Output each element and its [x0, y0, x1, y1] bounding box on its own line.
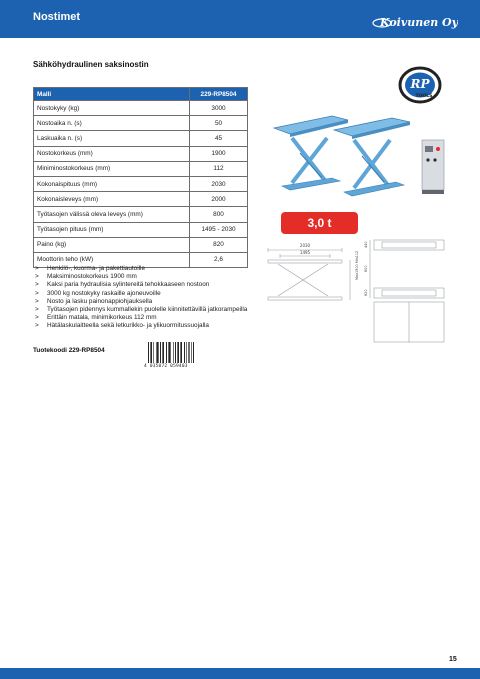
spec-value: 1495 - 2030 [190, 222, 248, 237]
spec-value: 50 [190, 116, 248, 131]
list-item [35, 290, 265, 298]
feature-text: Hätälaskulaitteella sekä letkurikko- ja ylikuormitussuojalla [47, 322, 209, 330]
dim-platform-length: 1495 [299, 250, 311, 255]
table-row [34, 237, 248, 252]
spec-table [33, 87, 248, 268]
spec-value: 820 [190, 237, 248, 252]
feature-text: Kaksi paria hydraulisia sylintereitä tehokkaaseen nostoon [47, 281, 210, 289]
barcode-bar [184, 342, 185, 363]
barcode-bar [160, 342, 161, 363]
barcode-bar [158, 342, 159, 363]
spec-label: Nostoaika n. (s) [34, 116, 190, 131]
barcode-bar [188, 342, 189, 363]
capacity-badge: 3,0 t [281, 212, 358, 234]
spec-label: Kokonaispituus (mm) [34, 176, 190, 191]
spec-value: 2,6 [190, 252, 248, 267]
page-header [0, 0, 480, 38]
dim-overall-length: 2030 [299, 243, 311, 248]
control-unit-illustration [422, 140, 444, 194]
bullet-marker: > [35, 297, 39, 305]
spec-label: Miniminostokorkeus (mm) [34, 161, 190, 176]
feature-text: 3000 kg nostokyky raskaille ajoneuvoille [47, 289, 161, 297]
list-item [35, 298, 265, 306]
spec-header-value: 229-RP8504 [190, 88, 248, 101]
left-lift-illustration [274, 116, 348, 190]
barcode-bar [175, 342, 176, 363]
barcode-bar [156, 342, 157, 363]
spec-label: Laskuaika n. (s) [34, 131, 190, 146]
barcode-bar [169, 342, 170, 363]
barcode-bar [193, 342, 194, 363]
footer-bar [0, 668, 480, 679]
table-row [34, 131, 248, 146]
barcode-bar [189, 342, 190, 363]
bullet-marker: > [35, 265, 39, 272]
table-row [34, 161, 248, 176]
spec-value: 3000 [190, 101, 248, 116]
spec-label: Työtasojen välissä oleva leveys (mm) [34, 207, 190, 222]
barcode-bar [173, 342, 174, 363]
list-item [35, 273, 265, 281]
barcode-bar [186, 342, 187, 363]
barcode-bar [163, 342, 164, 363]
feature-list [35, 265, 265, 331]
barcode-bar [170, 342, 171, 363]
spec-value: 2000 [190, 192, 248, 207]
barcode-bar [166, 342, 167, 363]
bullet-marker: > [35, 306, 39, 314]
barcode-bar [162, 342, 163, 363]
svg-text:Koivunen Oy: Koivunen Oy [380, 16, 458, 29]
barcode-bar [153, 342, 154, 363]
table-row [34, 207, 248, 222]
bullet-marker: > [35, 281, 39, 289]
list-item [35, 314, 265, 322]
spec-label: Nostokorkeus (mm) [34, 146, 190, 161]
dim-width-bottom: 620 [364, 289, 368, 296]
barcode-bar [151, 342, 152, 363]
bullet-marker: > [35, 289, 39, 297]
rp-logo-subtext: TOOLS [415, 94, 433, 99]
side-view-drawing [268, 248, 350, 300]
bullet-marker: > [35, 314, 39, 322]
barcode-bar [148, 342, 149, 363]
list-item [35, 281, 265, 289]
dim-gap: 800 [364, 265, 368, 272]
section-title: Nostimet [33, 11, 81, 23]
top-view-drawing [370, 240, 444, 342]
barcode-bar [150, 342, 151, 363]
list-item [35, 306, 265, 314]
table-row [34, 116, 248, 131]
bullet-marker: > [35, 322, 39, 330]
brand-logo [372, 12, 458, 30]
table-row [34, 222, 248, 237]
product-title: Sähköhydraulinen saksinostin [33, 60, 149, 69]
dim-height: Max1900 Min112 [355, 250, 359, 280]
technical-drawing [258, 236, 448, 348]
feature-text: Henkilö-, kuorma- ja pakettiautoille [47, 265, 146, 272]
feature-text: Erittäin matala, minimikorkeus 112 mm [47, 314, 157, 322]
barcode-bar [180, 342, 181, 363]
spec-value: 45 [190, 131, 248, 146]
feature-text: Maksiminostokorkeus 1900 mm [47, 273, 137, 281]
spec-value: 112 [190, 161, 248, 176]
list-item [35, 322, 265, 330]
barcode-bar [157, 342, 158, 363]
barcode-bar [177, 342, 178, 363]
barcode-bar [168, 342, 169, 363]
spec-label: Kokonaisleveys (mm) [34, 192, 190, 207]
barcode-number: 4 035072 059403 [144, 364, 188, 369]
spec-value: 1900 [190, 146, 248, 161]
right-lift-illustration [334, 118, 410, 196]
feature-text: Nosto ja lasku painonappiohjauksella [47, 297, 153, 305]
spec-label: Paino (kg) [34, 237, 190, 252]
barcode-bar [191, 342, 192, 363]
spec-label: Työtasojen pituus (mm) [34, 222, 190, 237]
feature-text: Työtasojen pidennys kummallekin puolelle kiinnitettävillä jatkorampeilla [47, 306, 248, 314]
page-number: 15 [449, 656, 457, 663]
rp-tools-logo [398, 66, 442, 104]
barcode-bar [178, 342, 179, 363]
bullet-marker: > [35, 273, 39, 281]
spec-header-row [34, 88, 248, 101]
spec-value: 2030 [190, 176, 248, 191]
table-row [34, 192, 248, 207]
lift-product-image [272, 108, 448, 204]
spec-header-label: Malli [34, 88, 190, 101]
dim-width-top: 440 [364, 241, 368, 248]
spec-label: Moottorin teho (kW) [34, 252, 190, 267]
rp-logo-text: RP [410, 77, 430, 91]
spec-label: Nostokyky (kg) [34, 101, 190, 116]
product-code: Tuotekoodi 229-RP8504 [33, 347, 105, 354]
table-row [34, 101, 248, 116]
list-item [35, 265, 265, 273]
spec-value: 800 [190, 207, 248, 222]
barcode-bar [181, 342, 182, 363]
table-row [34, 176, 248, 191]
table-row [34, 146, 248, 161]
